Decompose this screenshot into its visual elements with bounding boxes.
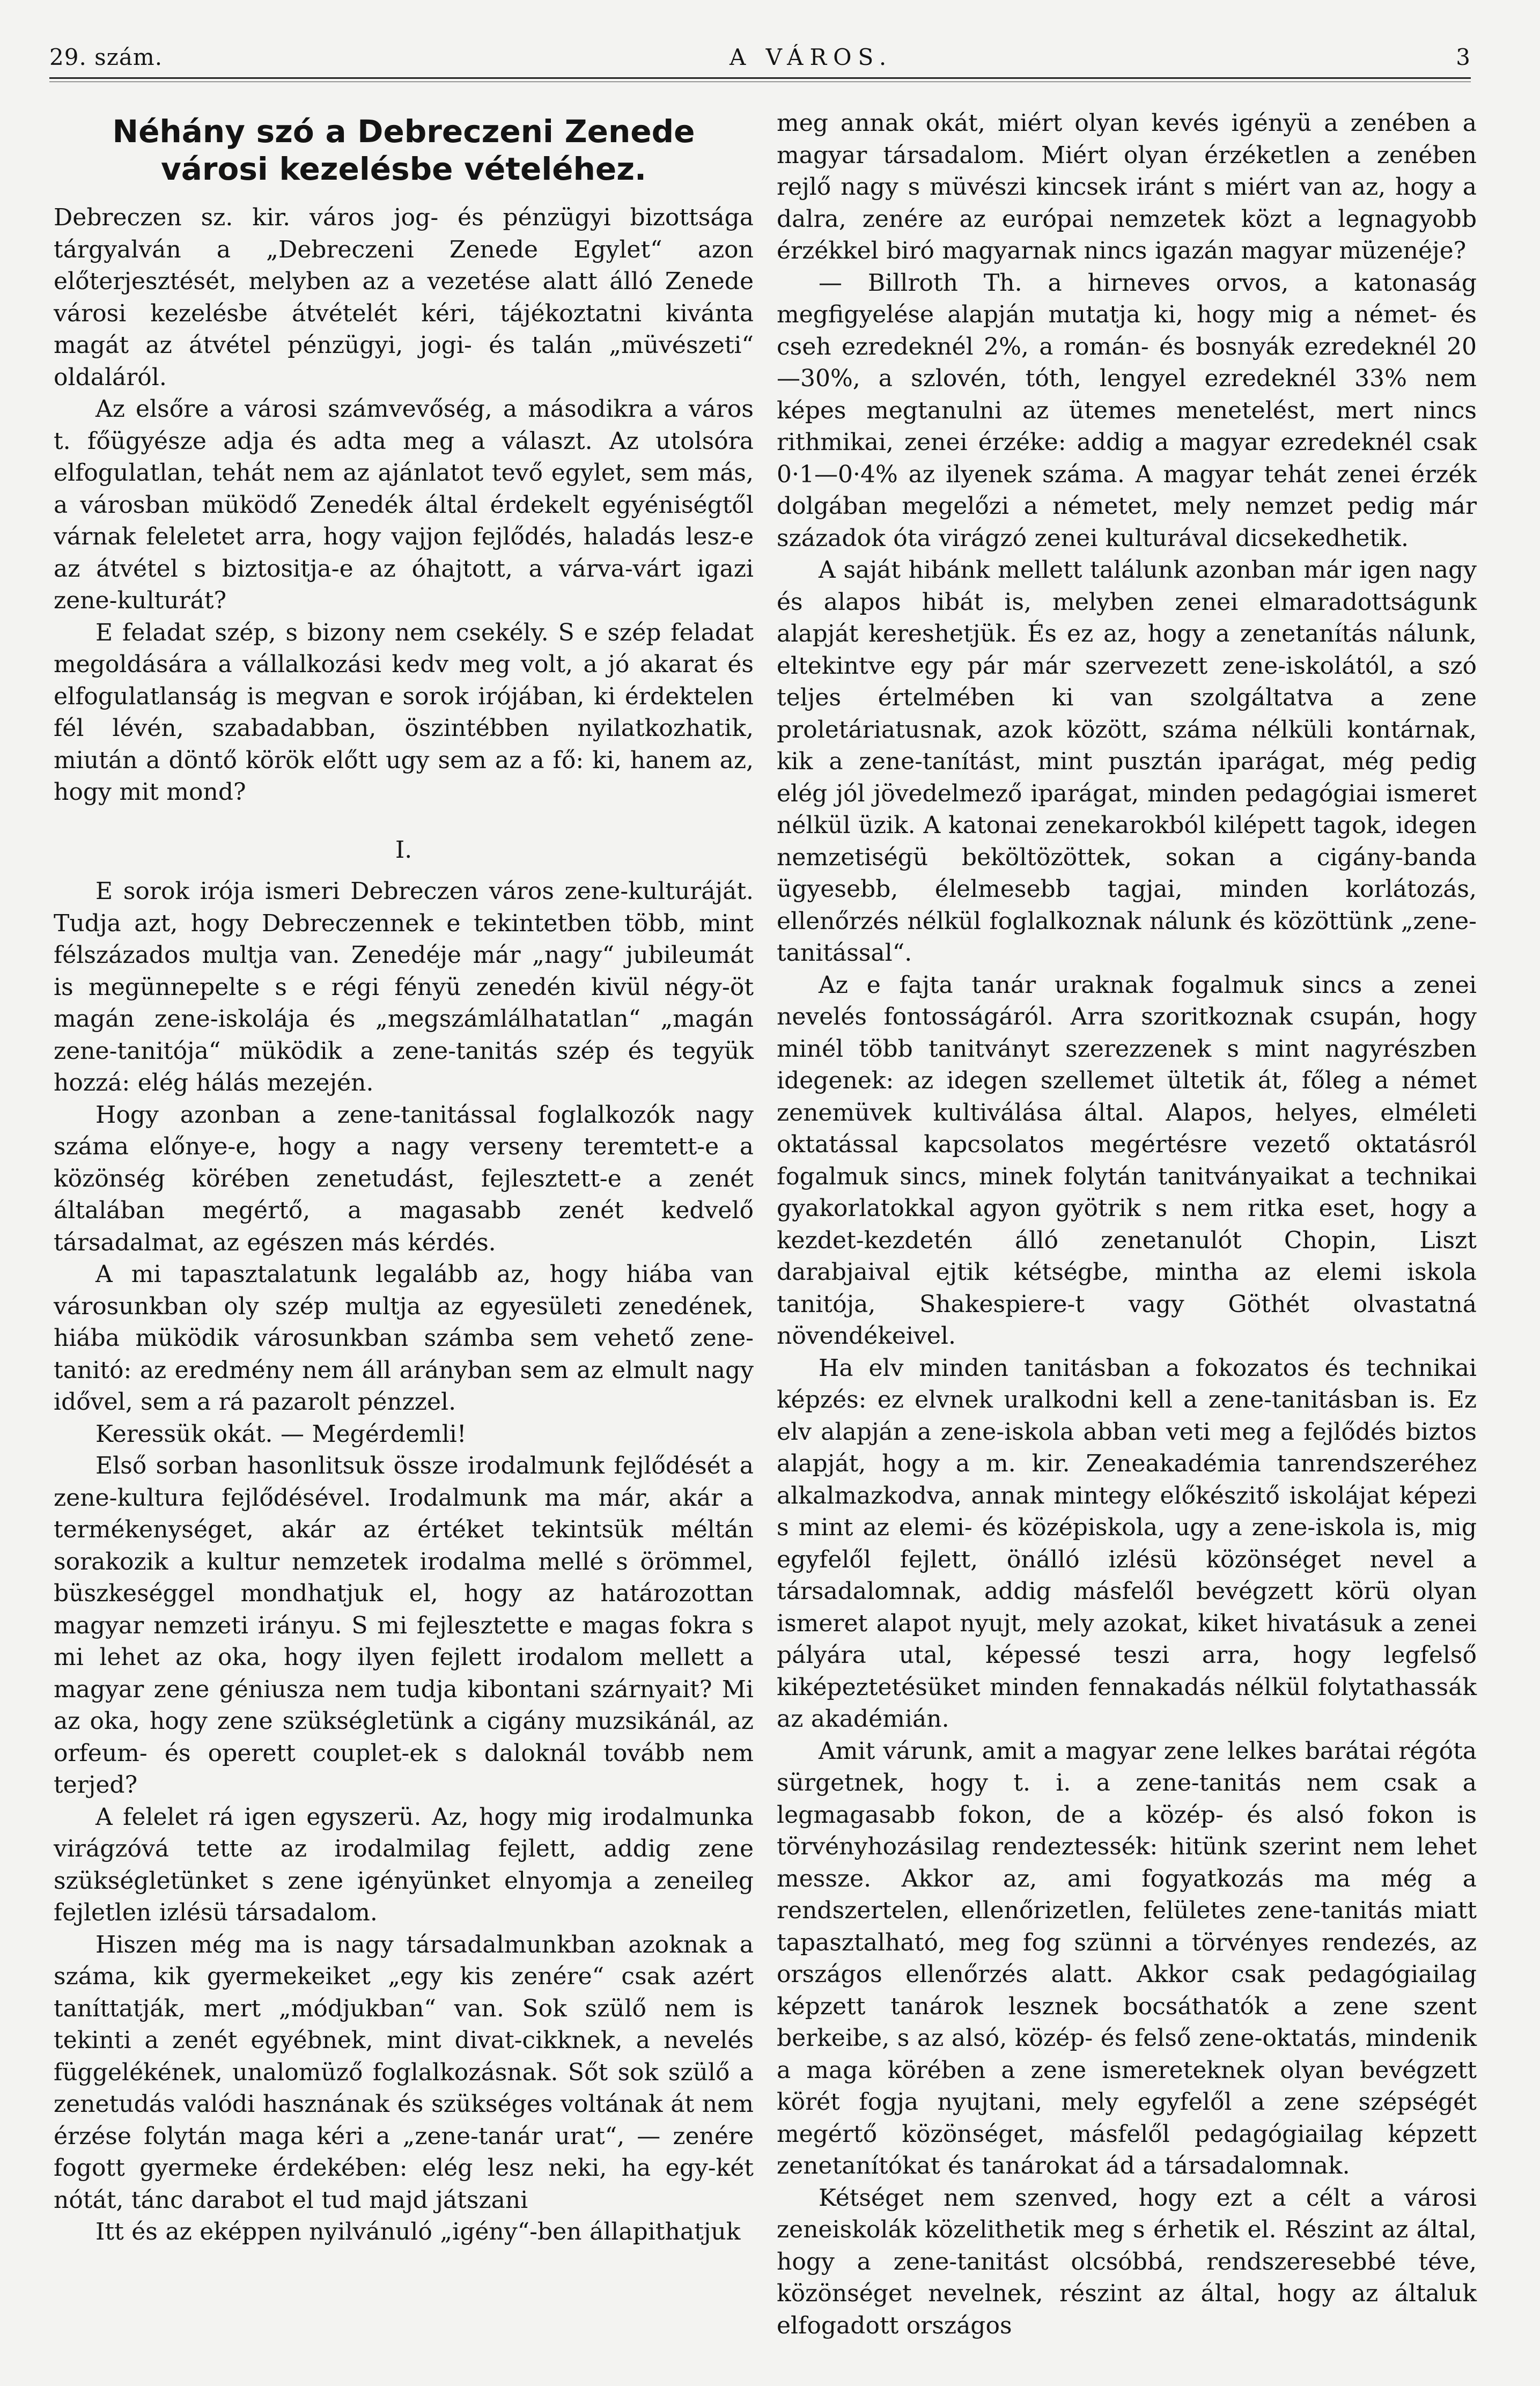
paragraph: Az e fajta tanár uraknak fogalmuk sincs a zenei nevelés fontosságáról. Arra szoritkoznak csupán, hogy minél több tanitványt szerezzenek s mint nagyrészben idegenek: az idegen szellemet ültetik át, főleg a német zenemüvek kultiválása által. Alapos, helyes, elméleti oktatással kapcsolatos megértésre vezető oktatásról fogalmuk sincs, minek folytán tanitványaikat a technikai gyakorlatokkal agyon gyötrik s nem ritka eset, hogy a kezdet-kezdetén álló zenetanulót Chopin, Liszt darabjaival ejtik kétségbe, mintha az elemi iskola tanitója, Shakespiere-t vagy Göthét olvastatná növendékeivel.: [777, 971, 1477, 1350]
paragraph: E feladat szép, s bizony nem csekély. S e szép feladat megoldására a vállalkozási kedv meg volt, a jó akarat és elfogulatlanság is megvan e sorok irójában, ki érdektelen fél lévén, szabadabban, öszintébben nyilatkozhatik, miután a döntő körök előtt ugy sem az a fő: ki, hanem az, hogy mit mond?: [54, 618, 754, 806]
paragraph: Első sorban hasonlitsuk össze irodalmunk fejlődését a zene-kultura fejlődésével. Irodalmunk ma már, akár a termékenységet, akár az értéket tekintsük méltán sorakozik a kultur nemzetek irodalma mellé s örömmel, büszkeséggel mondhatjuk el, hogy az határozottan magyar nemzeti irányu. S mi fejlesztette e magas fokra s mi lehet az oka, hogy ilyen fejlett irodalom mellett a magyar zene géniusza nem tudja kibontani szárnyait? Mi az oka, hogy zene szükségletünk a cigány muzsikánál, az orfeum- és operett couplet-ek s daloknál tovább nem terjed?: [54, 1452, 754, 1799]
journal-title: A VÁROS.: [730, 44, 893, 70]
header-rule: [49, 77, 1471, 79]
paragraph: Debreczen sz. kir. város jog- és pénzügyi bizottsága tárgyalván a „Debreczeni Zenede Egylet“ azon előterjesztését, melyben az a vezetése alatt álló Zenede városi kezelésbe átvételét kéri, tájékoztatni kivánta magát az átvétel pénzügyi, jogi- és talán „müvészeti“ oldaláról.: [54, 204, 754, 391]
section-number: I.: [395, 836, 412, 864]
issue-number: 29. szám.: [49, 44, 163, 70]
running-header: [49, 44, 1471, 76]
right-column: [777, 107, 1477, 2341]
left-column: [54, 107, 754, 2248]
paragraph: Ha elv minden tanitásban a fokozatos és technikai képzés: ez elvnek uralkodni kell a zene-tanitásban is. Ez elv alapján a zene-iskola abban veti meg a fejlődés biztos alapját, hogy a m. kir. Zeneakadémia tanrendszeréhez alkalmazkodva, annak mintegy előkészitő iskolájat képezi s mint az elemi- és középiskola, ugy a zene-iskola is, mig egyfelől fejlett, önálló izlésü közönséget nevel a társadalomnak, addig másfelől bevégzett körü olyan ismeret alapot nyujt, mely azokat, kiket hivatásuk a zenei pályára utal, képessé teszi arra, hogy legfelső kiképeztetésüket minden fennakadás nélkül folytathassák az akadémián.: [777, 1354, 1477, 1733]
paragraph: Amit várunk, amit a magyar zene lelkes barátai régóta sürgetnek, hogy t. i. a zene-tanitás nem csak a legmagasabb fokon, de a közép- és alsó fokon is törvényhozásilag rendeztessék: hitünk szerint nem lehet messze. Akkor az, ami fogyatkozás ma még a rendszertelen, ellenőrizetlen, felületes zene-tanitás miatt tapasztalható, meg fog szünni a törvényes rendezés, az országos ellenőrzés alatt. Akkor csak pedagógiailag képzett tanárok lesznek bocsáthatók a zene szent berkeibe, s az alsó, közép- és felső zene-oktatás, mindenik a maga körében a zene ismereteknek olyan bevégzett körét fogja nyujtani, mely egyfelől a zene szépségét megértő közönséget, másfelől pedagógiailag képzett zenetanítókat és tanárokat ád a társadalomnak.: [777, 1737, 1477, 2179]
paragraph: — Billroth Th. a hirneves orvos, a katonaság megfigyelése alapján mutatja ki, hogy mig a német- és cseh ezredeknél 2%, a román- és bosnyák ezredeknél 20—30%, a szlovén, tóth, lengyel ezredeknél 33% nem képes megtanulni az ütemes menetelést, mert nincs rithmikai, zenei érzéke: addig a magyar ezredeknél csak 0·1—0·4% az ilyenek száma. A magyar tehát zenei érzék dolgában megelőzi a németet, mely nemzet pedig már századok óta virágzó zenei kulturával dicsekedhetik.: [777, 269, 1477, 552]
paragraph: A felelet rá igen egyszerü. Az, hogy mig irodalmunka virágzóvá tette az irodalmilag fejlett, addig zene szükségletünket s zene igényünket elnyomja a zeneileg fejletlen izlésü társadalom.: [54, 1803, 754, 1926]
paragraph: E sorok irója ismeri Debreczen város zene-kulturáját. Tudja azt, hogy Debreczennek e tekintetben több, mint félszázados multja van. Zenedéje már „nagy“ jubileumát is megünnepelte s e régi fényü zenedén kivül négy-öt magán zene-iskolája és „megszámlálhatatlan“ „magán zene-tanitója“ müködik a zene-tanitás szép és tegyük hozzá: elég hálás mezején.: [54, 878, 754, 1096]
paragraph: Itt és az eképpen nyilvánuló „igény“-ben állapithatjuk: [95, 2218, 741, 2245]
paragraph: Hogy azonban a zene-tanitással foglalkozók nagy száma előnye-e, hogy a nagy verseny teremtett-e a közönség körében zenetudást, fejlesztett-e a zenét általában megértő, a magasabb zenét kedvelő társadalmat, az egészen más kérdés.: [54, 1101, 754, 1256]
paragraph: A mi tapasztalatunk legalább az, hogy hiába van városunkban oly szép multja az egyesületi zenedének, hiába müködik városunkban számba sem vehető zene-tanitó: az eredmény nem áll arányban sem az elmult nagy idővel, sem a rá pazarolt pénzzel.: [54, 1261, 754, 1416]
page-number: 3: [1456, 44, 1471, 70]
paragraph: A saját hibánk mellett találunk azonban már igen nagy és alapos hibát is, melyben zenei elmaradottságunk alapját kereshetjük. És ez az, hogy a zenetanítás nálunk, eltekintve egy pár már szervezett zene-iskolától, a szó teljes értelmében ki van szolgáltatva a zene proletáriatusnak, azok között, száma nélküli kontárnak, kik a zene-tanítást, mint pusztán iparágat, még pedig elég jól jövedelmező iparágat, minden pedagógiai ismeret nélkül üzik. A katonai zenekarokból kilépett tagok, idegen nemzetiségü beköltözöttek, sokan a cigány-banda ügyesebb, élelmesebb tagjai, minden korlátozás, ellenőrzés nélkül foglalkoznak nálunk és közöttünk „zene-tanitással“.: [777, 556, 1477, 967]
paragraph: Az elsőre a városi számvevőség, a másodikra a város t. főügyésze adja és adta meg a választ. Az utolsóra elfogulatlan, tehát nem az ajánlatot tevő egylet, sem más, a városban müködő Zenedék által érdekelt egyéniségtől várnak feleletet arra, hogy vajjon fejlődés, haladás lesz-e az átvétel s biztositja-e az óhajtott, a várva-várt igazi zene-kulturát?: [54, 395, 754, 614]
paragraph: Hiszen még ma is nagy társadalmunkban azoknak a száma, kik gyermekeiket „egy kis zenére“ csak azért taníttatják, mert „módjukban“ van. Sok szülő nem is tekinti a zenét egyébnek, mint divat-cikknek, a nevelés függelékének, unalomüző foglalkozásnak. Sőt sok szülő a zenetudás valódi hasznának és szükséges voltának át nem érzése folytán maga kéri a „zene-tanár urat“, — zenére fogott gyermeke érdekében: elég lesz neki, ha egy-két nótát, tánc darabot el tud majd játszani: [54, 1931, 754, 2214]
paragraph: Keressük okát. — Megérdemli!: [95, 1420, 467, 1448]
article-headline: Néhány szó a Debreczeni Zenede városi kezelésbe vételéhez.: [112, 113, 695, 187]
paragraph: meg annak okát, miért olyan kevés igényü a zenében a magyar társadalom. Miért olyan érzéketlen a zenében rejlő nagy s müvészi kincsek iránt s miért van az, hogy a dalra, zenére az európai nemzetek közt a legnagyobb érzékkel biró magyarnak nincs igazán magyar müzenéje?: [777, 109, 1477, 264]
paragraph: Kétséget nem szenved, hogy ezt a célt a városi zeneiskolák közelithetik meg s érhetik el. Részint az által, hogy a zene-tanitást olcsóbbá, rendszeresebbé téve, közönséget nevelnek, részint az által, hogy az általuk elfogadott országos: [777, 2184, 1477, 2339]
